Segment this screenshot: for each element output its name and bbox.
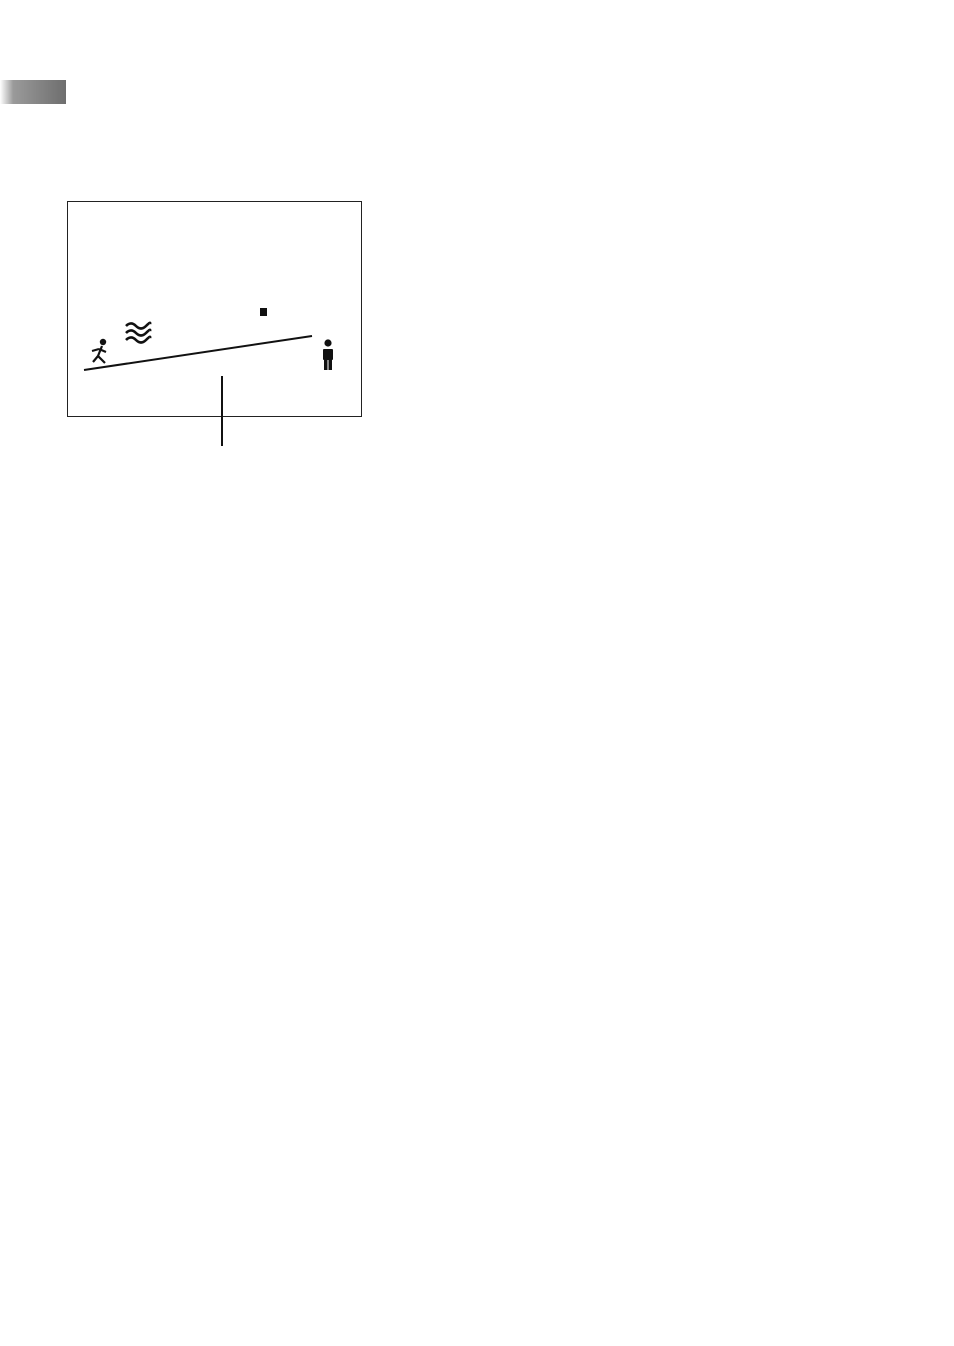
running-person-icon bbox=[92, 339, 106, 363]
language-tab bbox=[0, 80, 66, 104]
lcd-decimal-point bbox=[260, 308, 267, 316]
lcd-display-illustration bbox=[67, 201, 362, 417]
scale-pointer-line bbox=[221, 376, 223, 446]
lcd-scale-baseline bbox=[84, 336, 312, 370]
person-icon bbox=[323, 339, 333, 370]
water-waves-icon bbox=[126, 323, 150, 343]
lcd-svg bbox=[68, 202, 363, 418]
